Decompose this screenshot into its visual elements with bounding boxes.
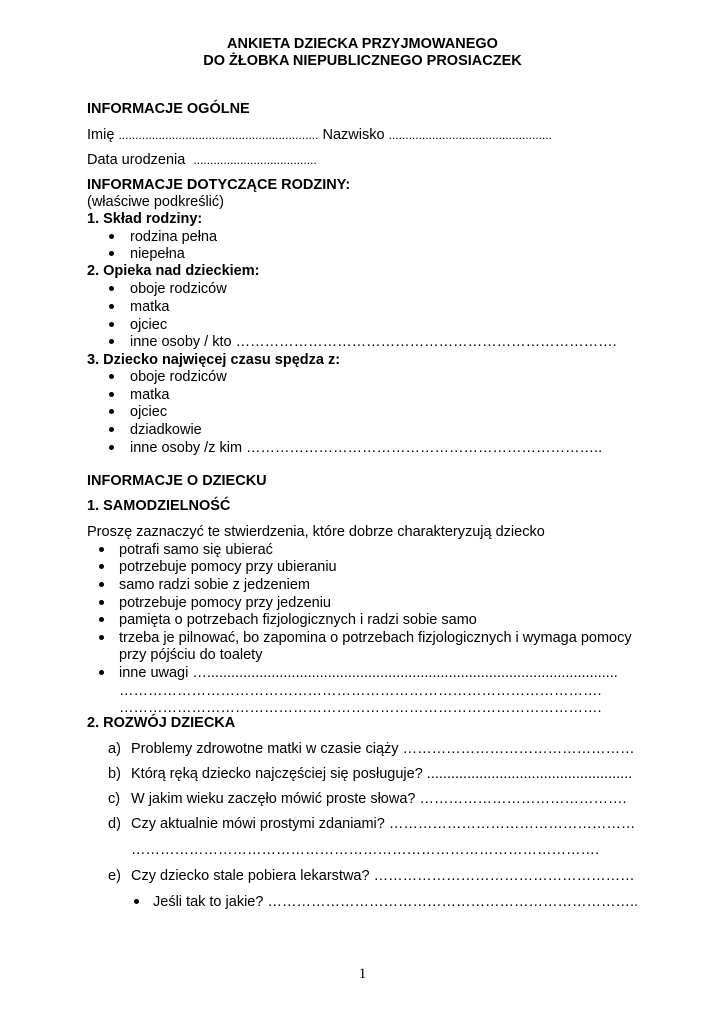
section-1-heading: 1. SAMODZIELNOŚĆ (87, 498, 231, 514)
section-1-intro: Proszę zaznaczyć te stwierdzenia, które dobrze charakteryzują dziecko (87, 524, 545, 540)
bullet-icon (109, 299, 117, 307)
name-field[interactable]: ............................................................ (118, 128, 319, 142)
general-heading: INFORMACJE OGÓLNE (87, 101, 250, 117)
birth-row (87, 152, 317, 169)
autonomy-item[interactable]: potrzebuje pomocy przy jedzeniu (119, 595, 331, 611)
surname-field[interactable]: ................................................. (388, 128, 552, 142)
bullet-icon (99, 542, 107, 550)
birth-label: Data urodzenia (87, 152, 186, 168)
family-q1: 1. Skład rodziny: (87, 211, 203, 227)
name-label: Imię (87, 127, 115, 143)
bullet-icon (99, 559, 107, 567)
bullet-icon (99, 612, 107, 620)
birth-field[interactable]: ..................................... (193, 153, 317, 167)
family-q2-item[interactable]: ojciec (130, 317, 168, 333)
family-note: (właściwe podkreślić) (87, 194, 224, 210)
bullet-icon (109, 422, 117, 430)
family-q3-item[interactable]: oboje rodziców (130, 369, 227, 385)
document-title-line1: ANKIETA DZIECKA PRZYJMOWANEGO (227, 36, 498, 52)
autonomy-item[interactable]: trzeba je pilnować, bo zapomina o potrzebach fizjologicznych i wymaga pomocy (119, 630, 632, 646)
child-heading: INFORMACJE O DZIECKU (87, 473, 267, 489)
development-letter: c) (108, 791, 121, 807)
section-2-heading: 2. ROZWÓJ DZIECKA (87, 715, 236, 731)
family-q2-item[interactable]: inne osoby / kto ……………………………………………………………………. (130, 334, 617, 350)
page-number: 1 (358, 966, 367, 982)
family-heading: INFORMACJE DOTYCZĄCE RODZINY: (87, 177, 351, 193)
bullet-icon (109, 317, 117, 325)
bullet-icon (109, 369, 117, 377)
remarks-line[interactable]: ………………………………………………………………………………………. (119, 683, 602, 699)
bullet-icon (134, 894, 142, 902)
document-title-line2: DO ŻŁOBKA NIEPUBLICZNEGO PROSIACZEK (203, 53, 522, 69)
family-q1-item[interactable]: rodzina pełna (130, 229, 218, 245)
autonomy-item[interactable]: potrzebuje pomocy przy ubieraniu (119, 559, 337, 575)
bullet-icon (109, 334, 117, 342)
name-row (87, 127, 552, 144)
autonomy-item[interactable]: pamięta o potrzebach fizjologicznych i radzi sobie samo (119, 612, 477, 628)
bullet-icon (99, 595, 107, 603)
bullet-icon (99, 630, 107, 638)
family-q3-item[interactable]: dziadkowie (130, 422, 202, 438)
bullet-icon (109, 387, 117, 395)
development-letter: e) (108, 868, 121, 884)
bullet-icon (99, 665, 107, 673)
development-question[interactable]: Czy dziecko stale pobiera lekarstwa? ……………………………………………… (131, 868, 635, 884)
bullet-icon (109, 281, 117, 289)
development-letter: d) (108, 816, 121, 832)
family-q1-item[interactable]: niepełna (130, 246, 185, 262)
autonomy-other-remarks[interactable]: inne uwagi …...................................................................................................... (119, 665, 618, 681)
family-q3-item[interactable]: inne osoby /z kim ……………………………………………………………….. (130, 440, 603, 456)
bullet-icon (99, 577, 107, 585)
development-question[interactable]: W jakim wieku zaczęło mówić proste słowa? ……………………………………. (131, 791, 627, 807)
family-q2-item[interactable]: oboje rodziców (130, 281, 227, 297)
autonomy-item-continuation: przy pójściu do toalety (119, 647, 263, 663)
family-q3: 3. Dziecko najwięcej czasu spędza z: (87, 352, 341, 368)
family-q2-item[interactable]: matka (130, 299, 170, 315)
remarks-line[interactable]: ………………………………………………………………………………………. (119, 700, 602, 716)
bullet-icon (109, 229, 117, 237)
bullet-icon (109, 440, 117, 448)
family-q2: 2. Opieka nad dzieckiem: (87, 263, 260, 279)
family-q3-item[interactable]: ojciec (130, 404, 168, 420)
development-letter: a) (108, 741, 121, 757)
bullet-icon (109, 246, 117, 254)
development-question[interactable]: Którą ręką dziecko najczęściej się posługuje? ................................................... (131, 766, 633, 782)
development-letter: b) (108, 766, 121, 782)
surname-label: Nazwisko (322, 127, 385, 143)
autonomy-item[interactable]: samo radzi sobie z jedzeniem (119, 577, 311, 593)
autonomy-item[interactable]: potrafi samo się ubierać (119, 542, 273, 558)
development-question[interactable]: Czy aktualnie mówi prostymi zdaniami? …………………………………………… (131, 816, 636, 832)
family-q3-item[interactable]: matka (130, 387, 170, 403)
development-question[interactable]: Problemy zdrowotne matki w czasie ciąży ………………………………………… (131, 741, 635, 757)
answer-line[interactable]: ……………………………………………………………………………………. (131, 842, 600, 858)
medication-followup[interactable]: Jeśli tak to jakie? ………………………………………………………………….. (153, 894, 638, 910)
bullet-icon (109, 404, 117, 412)
